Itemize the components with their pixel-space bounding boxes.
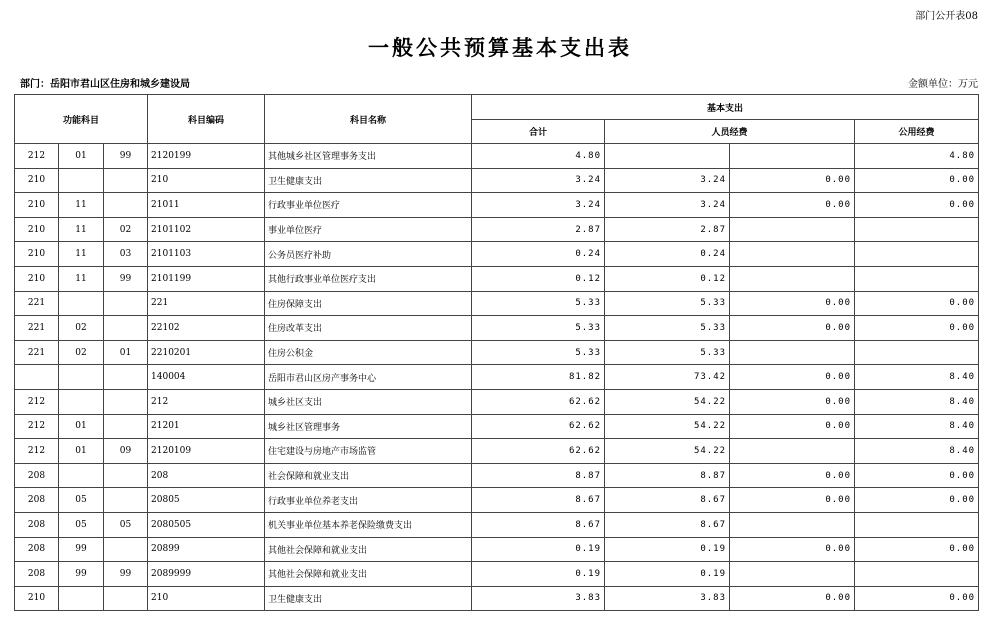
cell-func-class: 208 — [15, 537, 59, 562]
header-total: 合计 — [472, 120, 605, 144]
cell-func-class: 210 — [15, 266, 59, 291]
cell-name: 其他社会保障和就业支出 — [265, 562, 472, 587]
cell-name: 住房公积金 — [265, 340, 472, 365]
cell-name: 行政事业单位医疗 — [265, 193, 472, 218]
cell-code: 21201 — [148, 414, 265, 439]
budget-table — [14, 94, 979, 611]
cell-personnel-2 — [730, 242, 855, 267]
cell-personnel: 2.87 — [605, 217, 730, 242]
cell-personnel: 73.42 — [605, 365, 730, 390]
table-row — [15, 512, 979, 537]
table-row — [15, 488, 979, 513]
table-row — [15, 291, 979, 316]
header-basic: 基本支出 — [472, 95, 979, 120]
cell-name: 行政事业单位养老支出 — [265, 488, 472, 513]
amount-unit-label: 金额单位：万元 — [908, 79, 978, 90]
cell-code: 2210201 — [148, 340, 265, 365]
cell-func-subitem — [104, 168, 148, 193]
cell-func-subitem — [104, 586, 148, 611]
cell-func-class: 208 — [15, 562, 59, 587]
cell-func-class: 210 — [15, 217, 59, 242]
cell-total: 0.19 — [472, 562, 605, 587]
cell-personnel — [605, 144, 730, 169]
cell-personnel-2: 0.00 — [730, 537, 855, 562]
cell-name: 住房保障支出 — [265, 291, 472, 316]
cell-personnel: 5.33 — [605, 291, 730, 316]
cell-func-subitem — [104, 463, 148, 488]
table-row — [15, 463, 979, 488]
department-label: 部门：岳阳市君山区住房和城乡建设局 — [20, 79, 190, 90]
cell-code: 21011 — [148, 193, 265, 218]
table-row — [15, 316, 979, 341]
cell-personnel-2: 0.00 — [730, 488, 855, 513]
cell-total: 8.67 — [472, 512, 605, 537]
cell-total: 81.82 — [472, 365, 605, 390]
cell-public — [855, 512, 979, 537]
cell-func-class — [15, 365, 59, 390]
header-personnel: 人员经费 — [605, 120, 855, 144]
cell-code: 2080505 — [148, 512, 265, 537]
cell-name: 城乡社区支出 — [265, 389, 472, 414]
cell-code: 2120199 — [148, 144, 265, 169]
cell-personnel: 8.67 — [605, 512, 730, 537]
cell-personnel-2: 0.00 — [730, 365, 855, 390]
cell-func-subitem — [104, 193, 148, 218]
cell-personnel: 54.22 — [605, 439, 730, 464]
cell-personnel: 5.33 — [605, 316, 730, 341]
cell-personnel: 3.24 — [605, 193, 730, 218]
cell-total: 62.62 — [472, 414, 605, 439]
cell-total: 4.80 — [472, 144, 605, 169]
cell-personnel: 8.67 — [605, 488, 730, 513]
cell-total: 0.19 — [472, 537, 605, 562]
cell-func-class: 221 — [15, 291, 59, 316]
cell-name: 公务员医疗补助 — [265, 242, 472, 267]
cell-personnel-2: 0.00 — [730, 414, 855, 439]
cell-personnel-2 — [730, 266, 855, 291]
cell-name: 事业单位医疗 — [265, 217, 472, 242]
cell-func-subitem: 02 — [104, 217, 148, 242]
cell-func-subitem: 99 — [104, 562, 148, 587]
header-code: 科目编码 — [148, 95, 265, 144]
cell-func-subitem — [104, 291, 148, 316]
cell-code: 140004 — [148, 365, 265, 390]
cell-func-item: 02 — [59, 316, 104, 341]
cell-func-item: 05 — [59, 512, 104, 537]
cell-personnel-2 — [730, 562, 855, 587]
cell-name: 卫生健康支出 — [265, 586, 472, 611]
cell-func-class: 208 — [15, 463, 59, 488]
cell-public: 8.40 — [855, 414, 979, 439]
table-row — [15, 586, 979, 611]
table-row — [15, 414, 979, 439]
form-number: 部门公开表08 — [915, 11, 978, 22]
cell-func-subitem — [104, 488, 148, 513]
cell-total: 2.87 — [472, 217, 605, 242]
cell-code: 208 — [148, 463, 265, 488]
cell-name: 住房改革支出 — [265, 316, 472, 341]
cell-func-class: 210 — [15, 242, 59, 267]
cell-public: 4.80 — [855, 144, 979, 169]
cell-func-subitem: 01 — [104, 340, 148, 365]
cell-func-subitem — [104, 365, 148, 390]
header-func: 功能科目 — [15, 95, 148, 144]
page-title: 一般公共预算基本支出表 — [368, 36, 632, 60]
cell-total: 5.33 — [472, 316, 605, 341]
cell-name: 城乡社区管理事务 — [265, 414, 472, 439]
cell-func-class: 221 — [15, 340, 59, 365]
cell-public: 8.40 — [855, 439, 979, 464]
cell-code: 2089999 — [148, 562, 265, 587]
cell-func-item: 99 — [59, 562, 104, 587]
cell-code: 2101199 — [148, 266, 265, 291]
cell-public — [855, 266, 979, 291]
cell-personnel-2: 0.00 — [730, 389, 855, 414]
cell-func-item: 02 — [59, 340, 104, 365]
cell-func-item: 01 — [59, 414, 104, 439]
cell-total: 62.62 — [472, 389, 605, 414]
cell-personnel: 54.22 — [605, 414, 730, 439]
cell-func-class: 212 — [15, 389, 59, 414]
cell-public — [855, 562, 979, 587]
table-row — [15, 144, 979, 169]
cell-func-subitem: 99 — [104, 266, 148, 291]
table-row — [15, 340, 979, 365]
cell-public: 0.00 — [855, 291, 979, 316]
cell-func-item: 01 — [59, 144, 104, 169]
cell-personnel-2: 0.00 — [730, 586, 855, 611]
cell-public: 0.00 — [855, 586, 979, 611]
cell-total: 8.87 — [472, 463, 605, 488]
cell-code: 2101103 — [148, 242, 265, 267]
cell-func-item: 11 — [59, 193, 104, 218]
cell-total: 8.67 — [472, 488, 605, 513]
cell-func-item: 11 — [59, 242, 104, 267]
cell-func-item: 11 — [59, 266, 104, 291]
cell-public: 0.00 — [855, 537, 979, 562]
cell-func-subitem: 03 — [104, 242, 148, 267]
cell-code: 2101102 — [148, 217, 265, 242]
cell-name: 其他城乡社区管理事务支出 — [265, 144, 472, 169]
cell-personnel-2: 0.00 — [730, 316, 855, 341]
cell-func-class: 221 — [15, 316, 59, 341]
cell-func-class: 212 — [15, 439, 59, 464]
table-row — [15, 217, 979, 242]
cell-code: 20805 — [148, 488, 265, 513]
cell-code: 221 — [148, 291, 265, 316]
table-row — [15, 562, 979, 587]
cell-code: 2120109 — [148, 439, 265, 464]
cell-code: 210 — [148, 586, 265, 611]
cell-code: 212 — [148, 389, 265, 414]
cell-func-item — [59, 365, 104, 390]
cell-func-class: 208 — [15, 488, 59, 513]
cell-public: 0.00 — [855, 316, 979, 341]
cell-func-item: 05 — [59, 488, 104, 513]
cell-personnel-2: 0.00 — [730, 463, 855, 488]
cell-func-class: 210 — [15, 193, 59, 218]
cell-func-subitem — [104, 414, 148, 439]
header-public: 公用经费 — [855, 120, 979, 144]
cell-public — [855, 242, 979, 267]
header-name: 科目名称 — [265, 95, 472, 144]
cell-personnel-2 — [730, 512, 855, 537]
cell-total: 3.24 — [472, 168, 605, 193]
table-row — [15, 365, 979, 390]
cell-func-item: 99 — [59, 537, 104, 562]
cell-name: 其他社会保障和就业支出 — [265, 537, 472, 562]
table-row — [15, 242, 979, 267]
cell-personnel-2 — [730, 217, 855, 242]
cell-code: 20899 — [148, 537, 265, 562]
cell-personnel-2: 0.00 — [730, 193, 855, 218]
cell-personnel: 0.19 — [605, 537, 730, 562]
cell-personnel: 8.87 — [605, 463, 730, 488]
cell-total: 62.62 — [472, 439, 605, 464]
cell-personnel: 0.24 — [605, 242, 730, 267]
table-row — [15, 193, 979, 218]
cell-func-class: 210 — [15, 168, 59, 193]
cell-public: 8.40 — [855, 389, 979, 414]
cell-name: 其他行政事业单位医疗支出 — [265, 266, 472, 291]
cell-func-class: 212 — [15, 414, 59, 439]
cell-personnel: 0.19 — [605, 562, 730, 587]
cell-code: 22102 — [148, 316, 265, 341]
cell-total: 3.24 — [472, 193, 605, 218]
cell-func-subitem — [104, 389, 148, 414]
cell-personnel: 0.12 — [605, 266, 730, 291]
cell-func-item — [59, 389, 104, 414]
cell-func-item — [59, 463, 104, 488]
cell-personnel-2 — [730, 439, 855, 464]
cell-func-item: 11 — [59, 217, 104, 242]
cell-name: 住宅建设与房地产市场监管 — [265, 439, 472, 464]
cell-personnel-2: 0.00 — [730, 168, 855, 193]
cell-personnel: 54.22 — [605, 389, 730, 414]
cell-total: 5.33 — [472, 340, 605, 365]
table-row — [15, 537, 979, 562]
cell-public: 0.00 — [855, 463, 979, 488]
cell-func-class: 210 — [15, 586, 59, 611]
cell-func-item: 01 — [59, 439, 104, 464]
cell-code: 210 — [148, 168, 265, 193]
cell-personnel: 3.83 — [605, 586, 730, 611]
cell-personnel: 5.33 — [605, 340, 730, 365]
cell-func-subitem: 09 — [104, 439, 148, 464]
cell-public: 8.40 — [855, 365, 979, 390]
cell-personnel: 3.24 — [605, 168, 730, 193]
table-row — [15, 168, 979, 193]
cell-func-subitem: 99 — [104, 144, 148, 169]
cell-total: 0.12 — [472, 266, 605, 291]
cell-func-item — [59, 168, 104, 193]
cell-public: 0.00 — [855, 488, 979, 513]
cell-personnel-2 — [730, 144, 855, 169]
cell-public — [855, 217, 979, 242]
table-row — [15, 266, 979, 291]
cell-func-item — [59, 586, 104, 611]
cell-func-item — [59, 291, 104, 316]
cell-name: 社会保障和就业支出 — [265, 463, 472, 488]
cell-func-subitem: 05 — [104, 512, 148, 537]
cell-public — [855, 340, 979, 365]
cell-func-class: 212 — [15, 144, 59, 169]
table-row — [15, 439, 979, 464]
cell-public: 0.00 — [855, 193, 979, 218]
cell-total: 3.83 — [472, 586, 605, 611]
cell-func-class: 208 — [15, 512, 59, 537]
table-row — [15, 389, 979, 414]
cell-func-subitem — [104, 537, 148, 562]
cell-total: 0.24 — [472, 242, 605, 267]
cell-name: 机关事业单位基本养老保险缴费支出 — [265, 512, 472, 537]
cell-total: 5.33 — [472, 291, 605, 316]
cell-personnel-2 — [730, 340, 855, 365]
cell-personnel-2: 0.00 — [730, 291, 855, 316]
cell-public: 0.00 — [855, 168, 979, 193]
cell-name: 岳阳市君山区房产事务中心 — [265, 365, 472, 390]
cell-func-subitem — [104, 316, 148, 341]
cell-name: 卫生健康支出 — [265, 168, 472, 193]
